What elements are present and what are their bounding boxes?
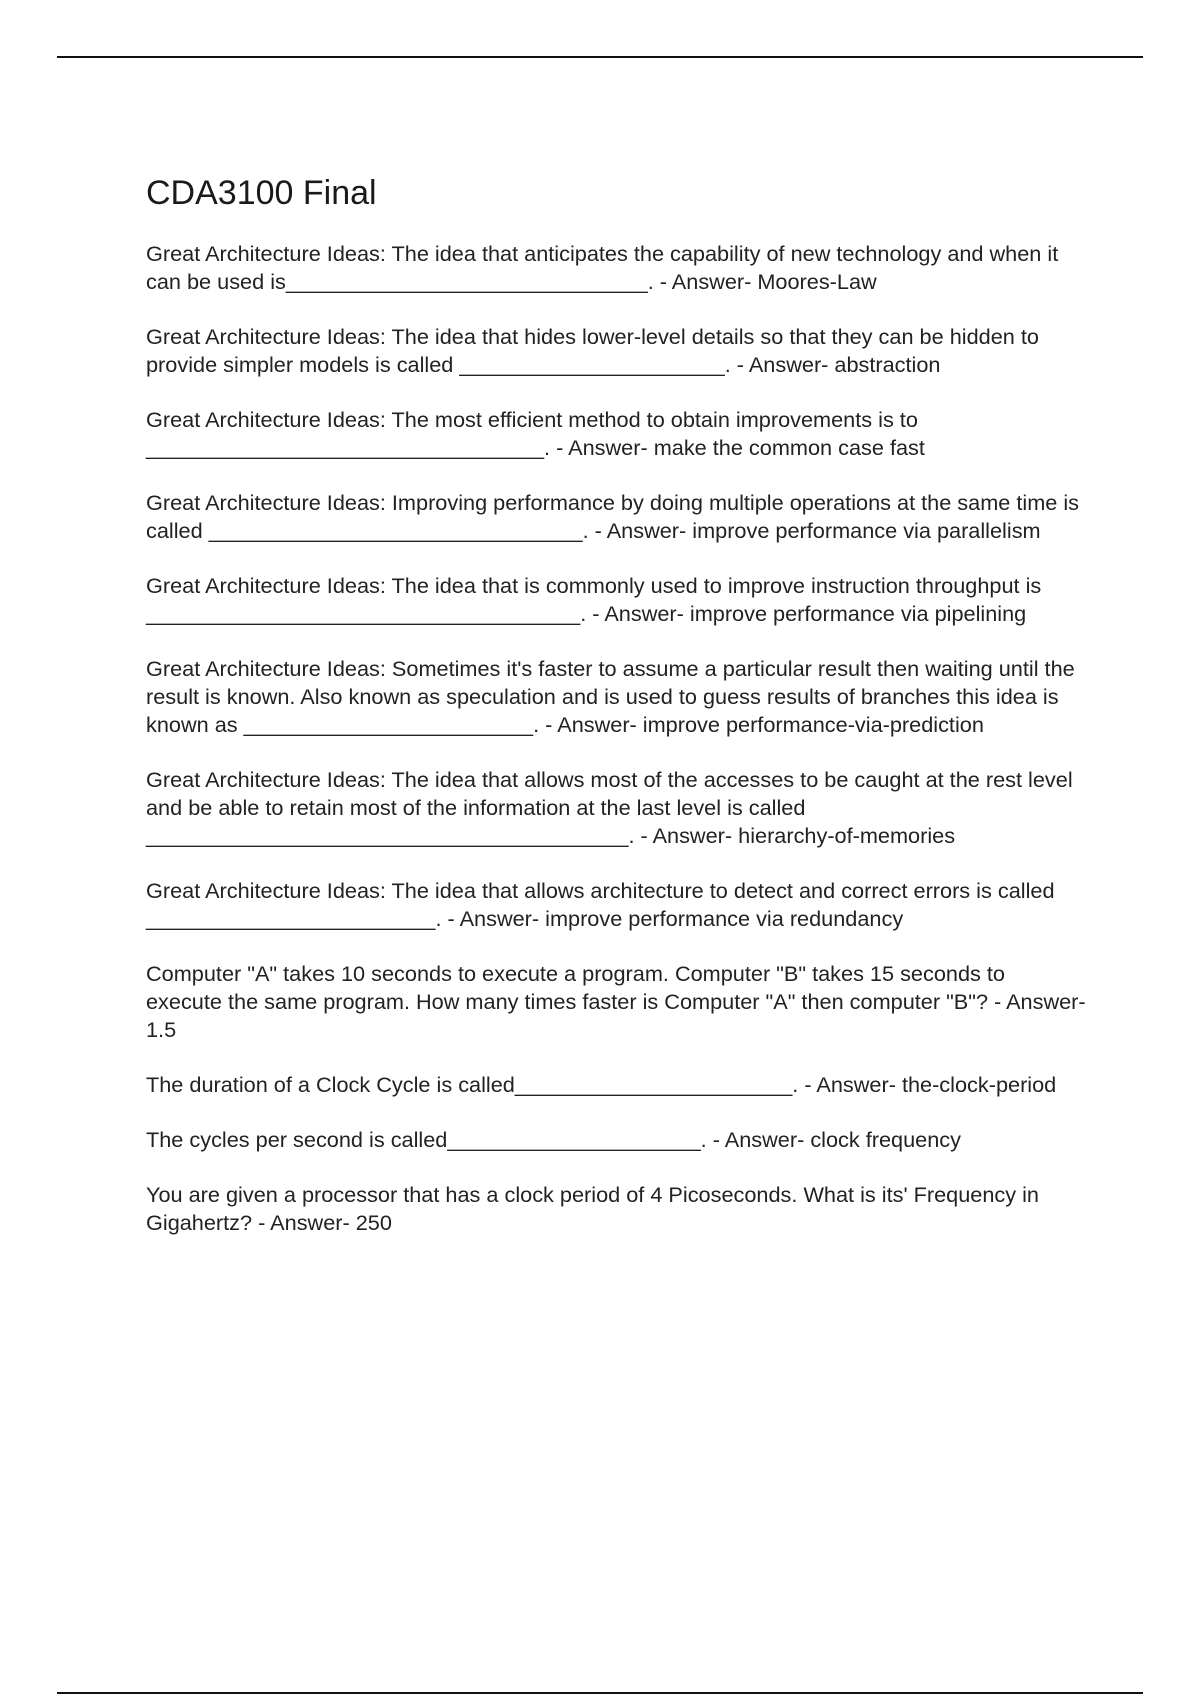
question-answer-item: The cycles per second is called_____________________. - Answer- clock frequency	[146, 1127, 961, 1152]
question-answer-item: You are given a processor that has a clock period of 4 Picoseconds. What is its' Frequency in Gigahertz? - Answer- 250	[146, 1182, 1046, 1235]
question-answer-item: Great Architecture Ideas: The most efficient method to obtain improvements is to _________________________________. - Answer- make the common case fast	[146, 407, 925, 460]
bottom-rule	[57, 1692, 1143, 1694]
question-answer-item: Great Architecture Ideas: The idea that is commonly used to improve instruction throughput is ____________________________________. - Answer- improve performance via pipelining	[146, 573, 1048, 626]
question-answer-item: Computer "A" takes 10 seconds to execute a program. Computer "B" takes 15 seconds to execute the same program. How many times faster is Computer "A" then computer "B"? - Answer- 1.5	[146, 961, 1092, 1042]
page-title: CDA3100 Final	[146, 174, 377, 212]
question-answer-item: The duration of a Clock Cycle is called_______________________. - Answer- the-clock-period	[146, 1072, 1057, 1097]
top-rule	[57, 56, 1143, 58]
question-answer-item: Great Architecture Ideas: Improving performance by doing multiple operations at the same time is called _______________________________. - Answer- improve performance via parallelism	[146, 490, 1086, 543]
question-answer-item: Great Architecture Ideas: The idea that allows architecture to detect and correct errors is called ________________________. - Answer- improve performance via redundancy	[146, 878, 1061, 931]
document-body	[146, 172, 1092, 1264]
question-answer-item: Great Architecture Ideas: The idea that anticipates the capability of new technology and when it can be used is______________________________. - Answer- Moores-Law	[146, 241, 1065, 294]
question-answer-item: Great Architecture Ideas: The idea that hides lower-level details so that they can be hidden to provide simpler models is called ______________________. - Answer- abstraction	[146, 324, 1045, 377]
question-answer-item: Great Architecture Ideas: The idea that allows most of the accesses to be caught at the rest level and be able to retain most of the information at the last level is called ________________________________________. - Answer- hierarchy-of-memories	[146, 767, 1079, 848]
question-answer-item: Great Architecture Ideas: Sometimes it's faster to assume a particular result then waiting until the result is known. Also known as speculation and is used to guess results of branches this idea is known as ________________________. - Answer- improve performance-via-prediction	[146, 656, 1081, 737]
